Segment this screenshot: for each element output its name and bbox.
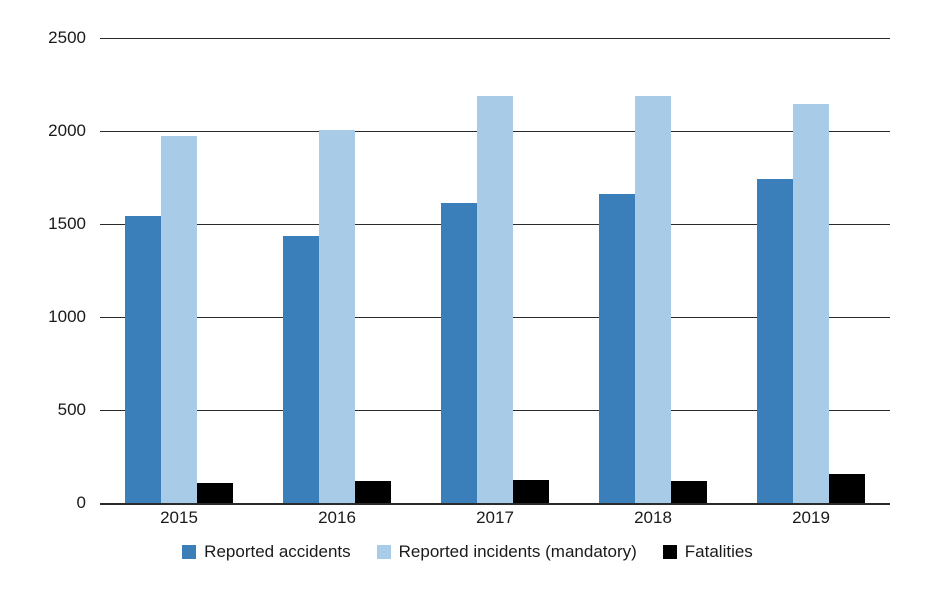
bar-2015-series-0[interactable]	[125, 216, 161, 503]
x-axis-line	[100, 503, 890, 505]
bar-groups	[100, 38, 890, 503]
bar-group-2016	[258, 38, 416, 503]
bar-2018-series-0[interactable]	[599, 194, 635, 503]
bar-2017-series-1[interactable]	[477, 96, 513, 503]
bar-2015-series-1[interactable]	[161, 136, 197, 503]
legend-swatch-icon	[377, 545, 391, 559]
bars	[599, 38, 707, 503]
bar-group-2017	[416, 38, 574, 503]
x-tick-label: 2015	[160, 508, 198, 527]
bar-2016-series-2[interactable]	[355, 481, 391, 503]
y-tick-label: 2500	[48, 28, 86, 47]
bar-group-2019	[732, 38, 890, 503]
x-tick-label: 2016	[318, 508, 356, 527]
bar-2019-series-2[interactable]	[829, 474, 865, 503]
bar-2017-series-2[interactable]	[513, 480, 549, 503]
y-tick-label: 1500	[48, 214, 86, 233]
legend-item-fatalities[interactable]	[663, 542, 753, 562]
bars	[757, 38, 865, 503]
bar-2016-series-0[interactable]	[283, 236, 319, 503]
legend-swatch-icon	[182, 545, 196, 559]
y-tick-label: 2000	[48, 121, 86, 140]
x-axis-labels	[100, 508, 890, 528]
legend-item-reported-accidents[interactable]	[182, 542, 350, 562]
legend-label: Fatalities	[684, 542, 753, 561]
bars	[441, 38, 549, 503]
chart-legend	[0, 542, 935, 562]
y-tick-label: 0	[76, 493, 86, 512]
legend-item-reported-incidents[interactable]	[377, 542, 637, 562]
bar-2016-series-1[interactable]	[319, 130, 355, 503]
bars	[125, 38, 233, 503]
y-tick-label: 500	[57, 400, 86, 419]
y-axis-labels	[0, 0, 86, 591]
bar-2019-series-0[interactable]	[757, 179, 793, 503]
bar-2017-series-0[interactable]	[441, 203, 477, 503]
legend-label: Reported incidents (mandatory)	[398, 542, 637, 561]
bars	[283, 38, 391, 503]
bar-2018-series-2[interactable]	[671, 481, 707, 503]
bar-group-2018	[574, 38, 732, 503]
x-tick-label: 2019	[792, 508, 830, 527]
bar-group-2015	[100, 38, 258, 503]
legend-swatch-icon	[663, 545, 677, 559]
x-tick-label: 2017	[476, 508, 514, 527]
x-tick-label: 2018	[634, 508, 672, 527]
bar-2015-series-2[interactable]	[197, 483, 233, 503]
bar-2018-series-1[interactable]	[635, 96, 671, 503]
y-tick-label: 1000	[48, 307, 86, 326]
legend-label: Reported accidents	[204, 542, 351, 561]
bar-2019-series-1[interactable]	[793, 104, 829, 503]
